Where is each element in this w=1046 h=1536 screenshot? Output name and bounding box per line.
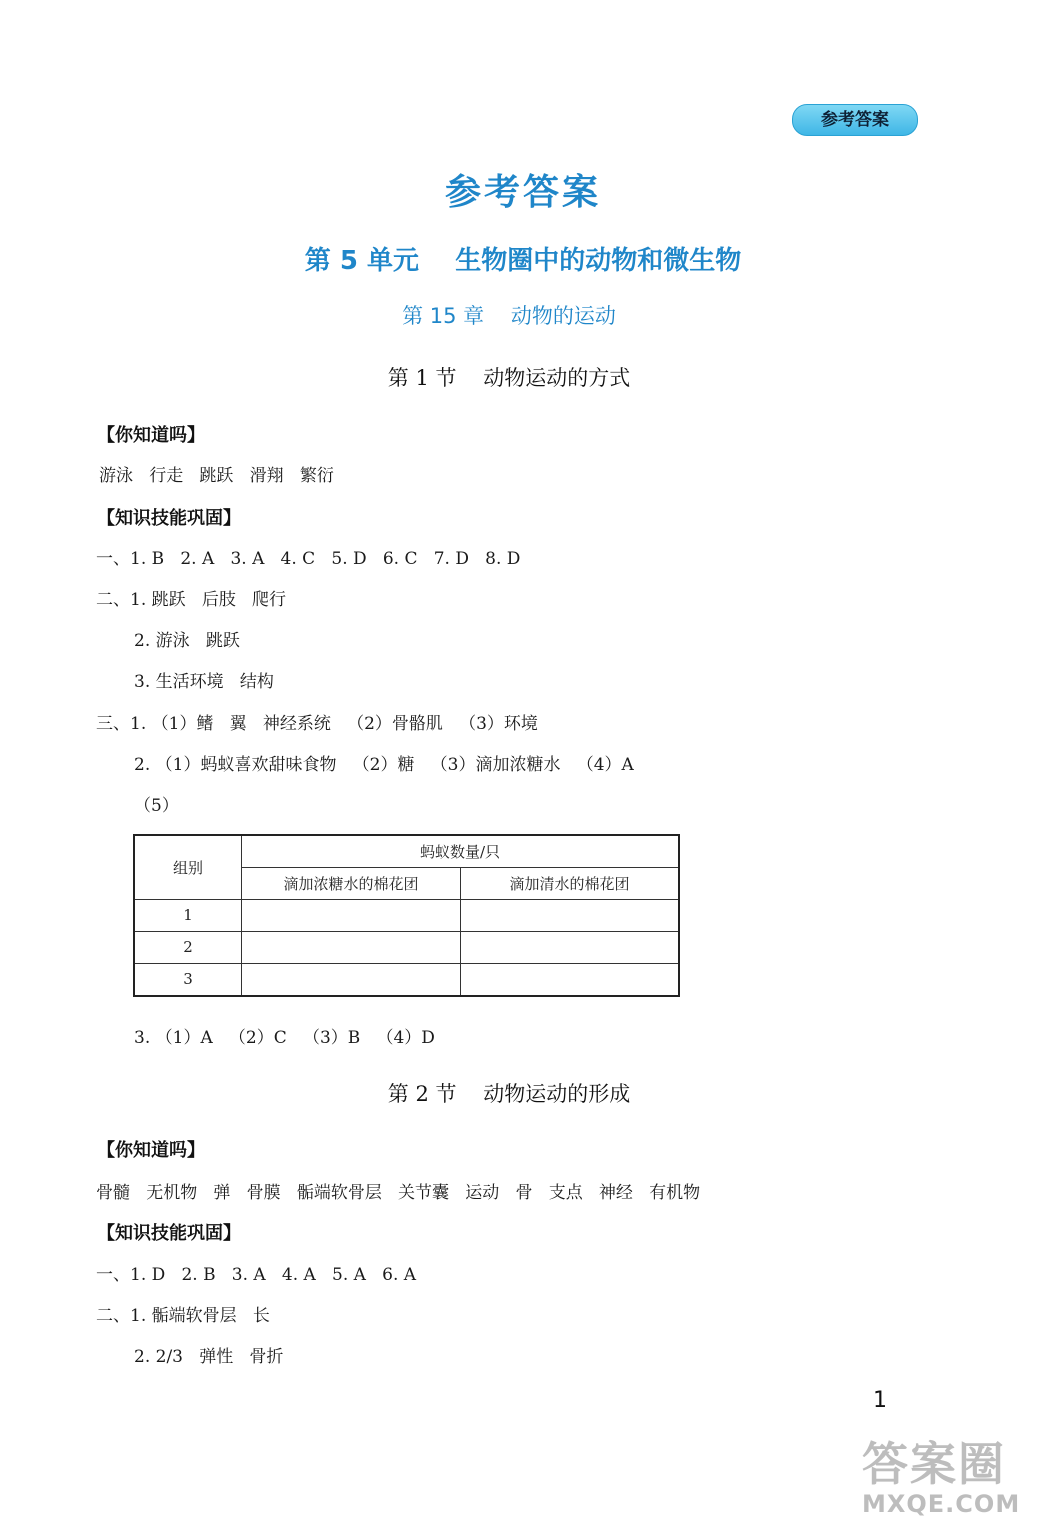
ant-count-table [133,834,680,997]
table-header-group: 组别 [134,835,242,899]
table-header-count: 蚂蚁数量/只 [242,835,680,867]
table-row [134,963,679,996]
section-1-know-heading: 【你知道吗】 [97,425,205,446]
section-2-title: 第 2 节 动物运动的形成 [387,1082,631,1106]
table-cell-empty [242,931,461,963]
answer-line: 一、1. D 2. B 3. A 4. A 5. A 6. A [96,1265,417,1285]
watermark-main: 答案圈 [862,1437,1006,1491]
section-1-know-answer: 游泳 行走 跳跃 滑翔 繁衍 [99,466,334,486]
section-2-skills-heading: 【知识技能巩固】 [97,1223,241,1244]
answer-line: 2. 游泳 跳跃 [134,631,240,651]
answer-key-badge: 参考答案 [792,104,918,136]
page-title: 参考答案 [444,172,601,213]
answer-line: 2. （1）蚂蚁喜欢甜味食物 （2）糖 （3）滴加浓糖水 （4）A [134,755,634,775]
table-cell-group: 3 [134,963,242,996]
table-cell-group: 2 [134,931,242,963]
section-1-skills-heading: 【知识技能巩固】 [97,508,241,529]
answer-line: （5） [134,796,179,816]
answer-line: 3. （1）A （2）C （3）B （4）D [134,1028,435,1048]
section-1-title: 第 1 节 动物运动的方式 [387,366,631,390]
table-row [134,931,679,963]
table-cell-empty [461,963,680,996]
answer-line: 3. 生活环境 结构 [134,672,274,692]
table-cell-empty [461,899,680,931]
table-cell-empty [242,899,461,931]
page-number: 1 [873,1388,887,1413]
chapter-title: 第 15 章 动物的运动 [402,304,616,328]
answer-line: 二、1. 跳跃 后肢 爬行 [96,590,287,610]
table-cell-empty [242,963,461,996]
answer-line: 2. 2/3 弹性 骨折 [134,1347,284,1367]
table-header-sugar: 滴加浓糖水的棉花团 [242,867,461,899]
section-2-know-heading: 【你知道吗】 [97,1140,205,1161]
watermark-sub: MXQE.COM [862,1490,1021,1518]
watermark-logo [862,1438,1042,1534]
answer-line: 三、1. （1）鳍 翼 神经系统 （2）骨骼肌 （3）环境 [96,714,538,734]
table-row [134,899,679,931]
answer-line: 二、1. 骺端软骨层 长 [96,1306,270,1326]
table-cell-group: 1 [134,899,242,931]
table-cell-empty [461,931,680,963]
unit-title: 第 5 单元 生物圈中的动物和微生物 [304,246,742,276]
table-header-water: 滴加清水的棉花团 [461,867,680,899]
section-2-know-answer: 骨髓 无机物 弹 骨膜 骺端软骨层 关节囊 运动 骨 支点 神经 有机物 [96,1183,701,1203]
answer-line: 一、1. B 2. A 3. A 4. C 5. D 6. C 7. D 8. D [96,549,521,569]
